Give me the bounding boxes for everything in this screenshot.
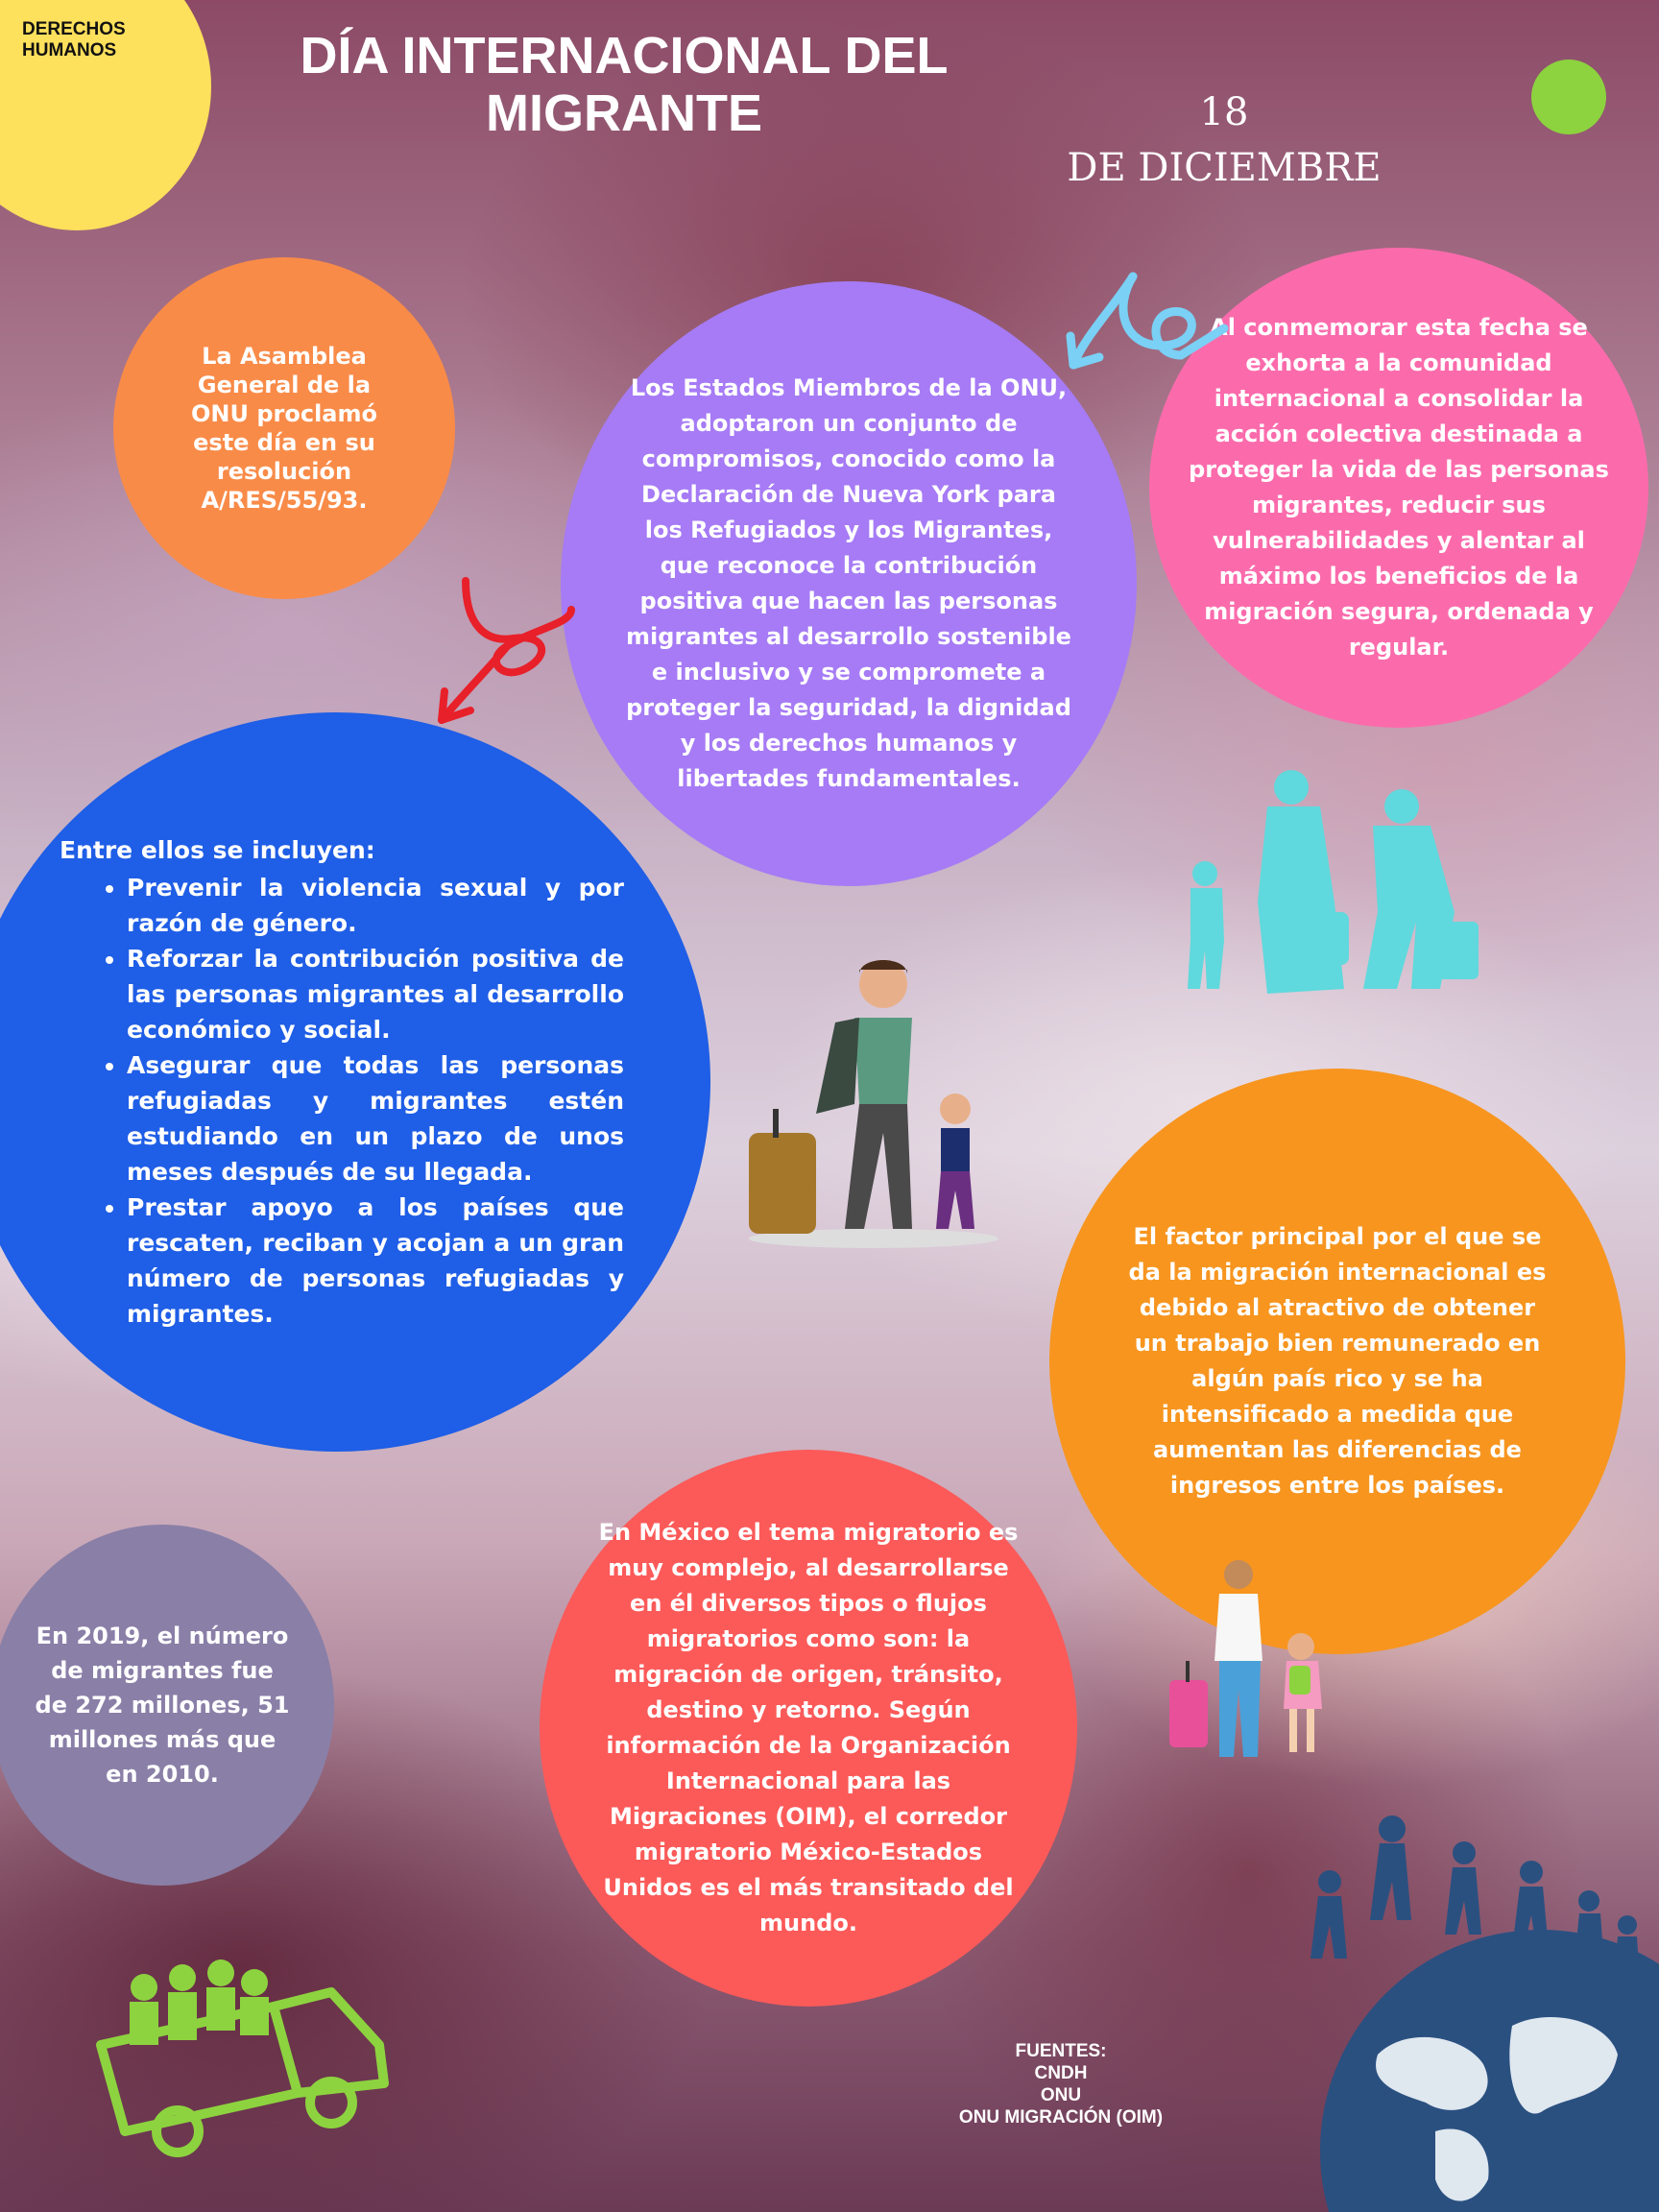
globe-crowd-icon [1291,1815,1659,2212]
green-dot [1531,60,1606,134]
commitments-list [98,870,624,1332]
commitment-item: • Prevenir la violencia sexual y por razón de género. [127,870,624,941]
commitment-item: • Prestar apoyo a los países que rescaten, reciban y acojan a un gran número de personas refugiadas y migrantes. [127,1190,624,1332]
resolution-circle [113,257,455,599]
commitments-heading: Entre ellos se incluyen: [60,836,375,864]
father-son-luggage-icon [739,950,998,1258]
stats-circle [0,1525,334,1886]
badge-label: DERECHOS HUMANOS [22,19,126,60]
declaration-circle [561,281,1137,886]
curly-arrow-red-icon [427,576,590,730]
truck-migrants-icon [91,1949,398,2160]
commitment-item: • Asegurar que todas las personas refugiadas y migrantes estén estudiando en un plazo de unos meses después de su llegada. [127,1047,624,1190]
declaration-text: Los Estados Miembros de la ONU, adoptaron un conjunto de compromisos, conocido como la Declaración de Nueva York para los Refugiados y los Migrantes, que reconoce la contribución positiva que hacen las personas migrantes al desarrollo sostenible e inclusivo y se compromete a proteger la seguridad, la dignidad y los derechos humanos y libertades fundamentales. [626,374,1071,792]
stats-text: En 2019, el número de migrantes fue de 272 millones, 51 millones más que en 2010. [35,1623,290,1788]
sources: FUENTES: CNDH ONU ONU MIGRACIÓN (OIM) [958,2041,1164,2128]
factor-text: El factor principal por el que se da la migración internacional es debido al atractivo de obtener un trabajo bien remunerado en algún país rico y se ha intensificado a medida que aumentan las diferencias de ingresos entre los países. [1128,1223,1547,1499]
page-date: 18 DE DICIEMBRE [1067,90,1382,190]
commitments-circle [0,712,710,1452]
mother-daughter-suitcase-icon [1166,1555,1339,1767]
commitment-item: • Reforzar la contribución positiva de las personas migrantes al desarrollo económico y social. [127,941,624,1047]
page-title: DÍA INTERNACIONAL DEL MIGRANTE [300,27,949,142]
badge-circle [0,0,211,230]
mexico-text: En México el tema migratorio es muy complejo, al desarrollarse en él diversos tipos o flujos migratorios como son: la migración de origen, tránsito, destino y retorno. Según información de la Organización Internacional para las Migraciones (OIM), el corredor migratorio México-Estados Unidos es el más transitado del mundo. [598,1519,1019,1936]
refugee-family-icon [1166,768,1483,1008]
exhort-text: Al conmemorar esta fecha se exhorta a la comunidad internacional a consolidar la acción colectiva destinada a proteger la vida de las personas migrantes, reducir sus vulnerabilidades y alentar al máximo los beneficios de la migración segura, ordenada y regular. [1189,314,1609,661]
curly-arrow-blue-icon [1056,269,1248,384]
resolution-text: La Asamblea General de la ONU proclamó este día en su resolución A/RES/55/93. [191,343,377,514]
mexico-circle [540,1450,1077,2007]
